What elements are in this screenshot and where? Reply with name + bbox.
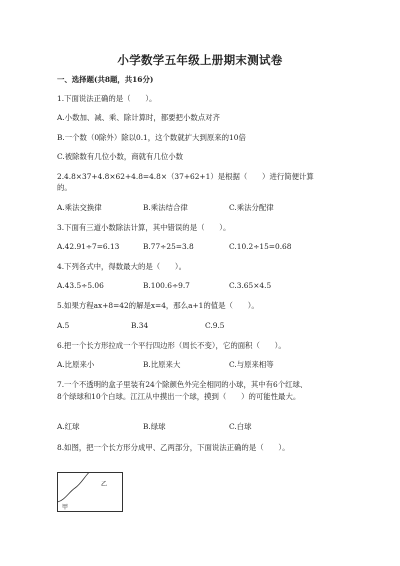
question-5-stem: 5.如果方程ax+8=42的解是x=4，那么a+1的值是（ ）。	[57, 301, 259, 310]
label-yi: 乙	[101, 481, 108, 488]
question-2-option-b: B.乘法结合律	[143, 203, 188, 212]
label-jia: 甲	[62, 504, 69, 511]
question-1-stem: 1.下面说法正确的是（ ）。	[57, 94, 157, 103]
question-2-option-a: A.乘法交换律	[57, 203, 102, 212]
dividing-curve	[58, 473, 90, 503]
question-1-option-b: B.一个数（0除外）除以0.1，这个数就扩大到原来的10倍	[57, 133, 246, 142]
rectangle-figure	[57, 472, 123, 512]
question-2-stem-line1: 2.4.8×37+4.8×62+4.8=4.8×（37+62+1）是根据（ ）进行简便计算	[57, 172, 314, 181]
question-3-option-c: C.10.2÷15=0.68	[229, 242, 292, 251]
question-6-stem: 6.把一个长方形拉成一个平行四边形（周长不变），它的面积（ ）。	[57, 341, 286, 350]
question-6-option-b: B.比原来大	[143, 360, 181, 369]
question-3-option-a: A.42.91÷7=6.13	[57, 242, 120, 251]
question-7-option-c: C.白球	[229, 422, 252, 431]
section-heading: 一、选择题(共8题，共16分)	[57, 75, 154, 84]
page-title: 小学数学五年级上册期末测试卷	[117, 53, 283, 67]
question-1-option-a: A.小数加、减、乘、除计算时，都要把小数点对齐	[57, 113, 220, 122]
question-5-option-c: C.9.5	[205, 321, 225, 330]
question-5-option-b: B.34	[131, 321, 149, 330]
question-1-option-c: C.被除数有几位小数，商就有几位小数	[57, 152, 183, 161]
question-7-stem-line2: 8个绿球和10个白球。江江从中摸出一个球，摸到（ ）的可能性最大。	[57, 392, 301, 401]
question-4-option-a: A.43.5÷5.06	[57, 281, 104, 290]
question-4-stem: 4.下列各式中，得数最大的是（ ）。	[57, 262, 186, 271]
question-4-option-b: B.100.6÷9.7	[143, 281, 190, 290]
question-6-option-c: C.与原来相等	[229, 360, 274, 369]
question-8-stem: 8.如图，把一个长方形分成甲、乙两部分，下面说法正确的是（ ）。	[57, 443, 290, 452]
question-4-option-c: C.3.65×4.5	[229, 281, 272, 290]
question-2-stem-line2: 的。	[57, 183, 72, 192]
question-3-stem: 3.下面有三道小数除法计算，其中错误的是（ ）。	[57, 223, 231, 232]
question-7-option-a: A.红球	[57, 422, 80, 431]
question-7-stem-line1: 7.一个不透明的盒子里装有24个除颜色外完全相同的小球，其中有6个红球、	[57, 380, 308, 389]
question-3-option-b: B.77÷25=3.8	[143, 242, 194, 251]
question-5-option-a: A.5	[57, 321, 70, 330]
question-6-option-a: A.比原来小	[57, 360, 95, 369]
question-2-option-c: C.乘法分配律	[229, 203, 274, 212]
question-7-option-b: B.绿球	[143, 422, 166, 431]
